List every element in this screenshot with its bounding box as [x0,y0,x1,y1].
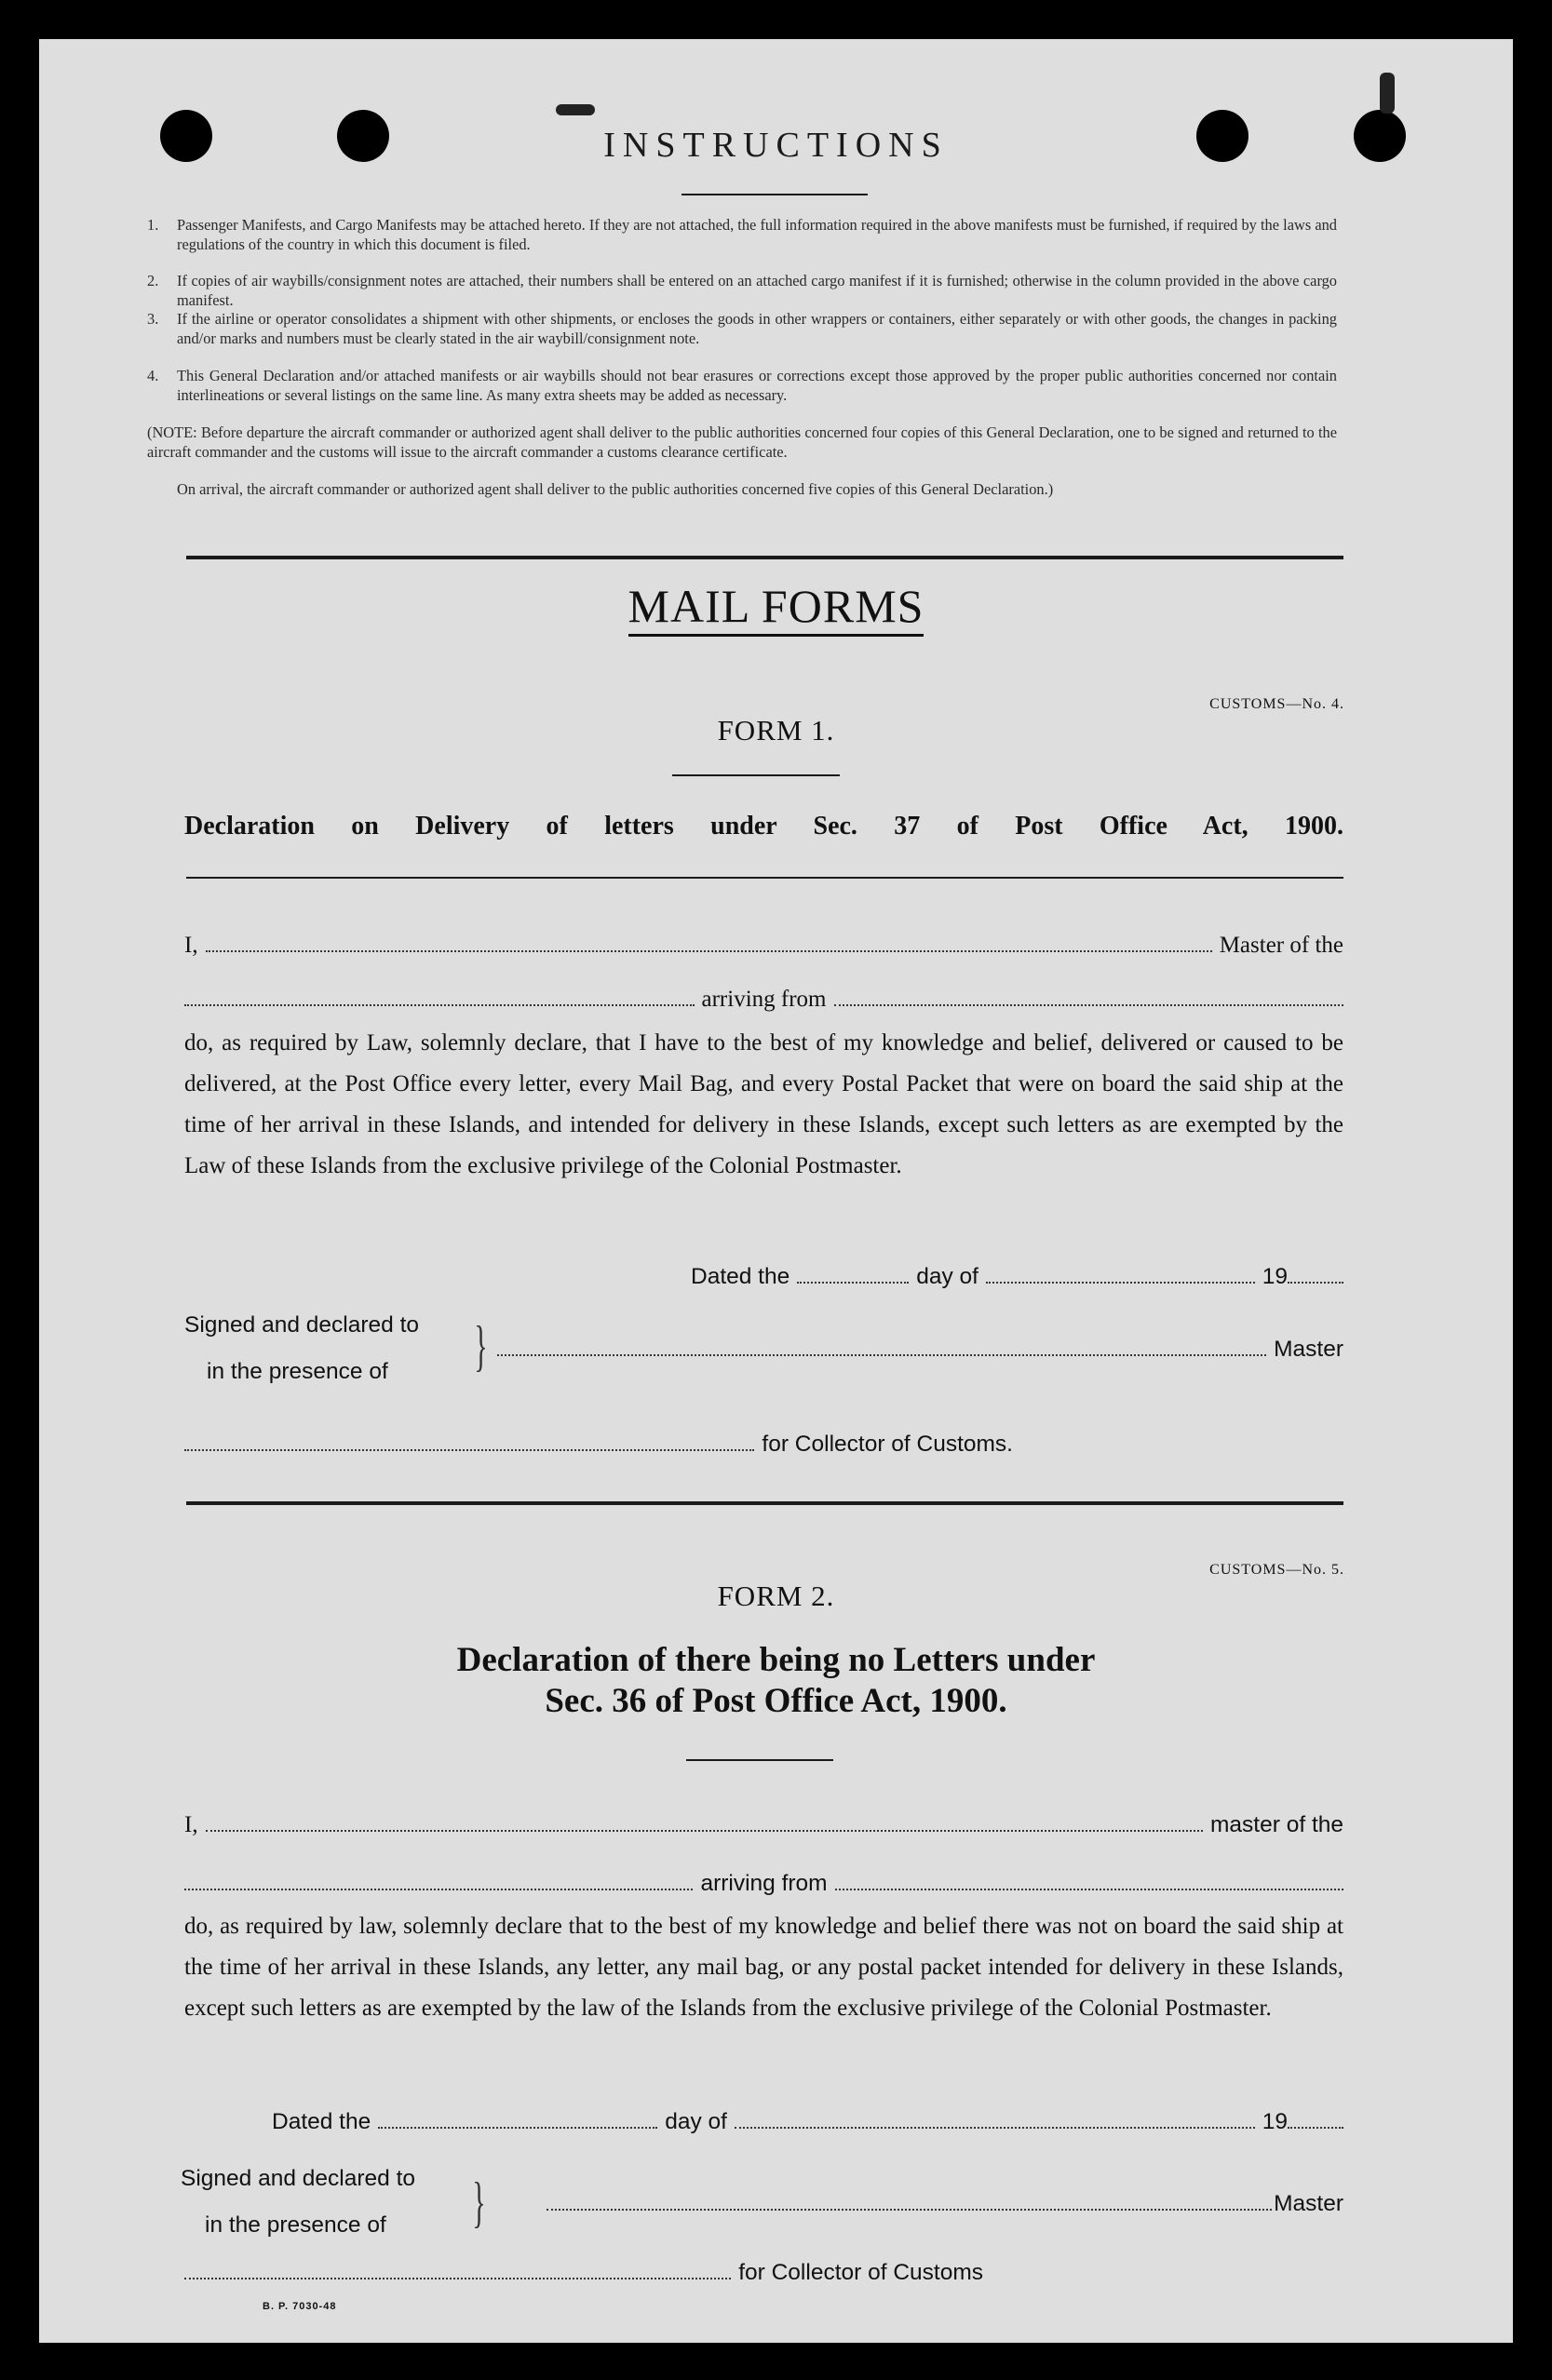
collector-signature-field[interactable] [184,2261,731,2279]
collector-line [184,2260,983,2286]
instruction-text: If copies of air waybills/consignment notes are attached, their numbers shall be entered on an attached cargo manifest if it is furnished; otherwise in the column provided in the above cargo manifest. [177,272,1337,309]
master-signature-line [497,1337,1343,1363]
master-signature-field[interactable] [497,1338,1266,1356]
date-day-field[interactable] [797,1265,909,1284]
day-of-label: day of [916,1264,978,1289]
divider [672,774,840,776]
arriving-from-label: arriving from [700,1871,828,1896]
instruction-item [147,216,1337,254]
brace-icon: } [474,1315,488,1377]
signed-label-line1: Signed and declared to [184,1312,419,1338]
instruction-note-arrival: On arrival, the aircraft commander or authorized agent shall deliver to the public authorities concerned five copies of this General Declaration.) [177,480,1054,498]
dated-the-label: Dated the [272,2109,371,2134]
master-label: Master [1274,2191,1343,2216]
form-label: FORM 2. [717,1580,835,1612]
ship-name-field[interactable] [184,1872,693,1890]
brace-icon: } [472,2172,486,2233]
mail-forms-title-text: MAIL FORMS [628,580,924,637]
declaration-title [39,1640,1513,1722]
master-label: Master [1274,1337,1343,1362]
arriving-from-label: arriving from [701,987,827,1012]
ship-name-field[interactable] [184,988,695,1006]
i-label: I, [184,933,198,958]
date-day-field[interactable] [378,2110,657,2129]
dated-line [272,2109,1343,2135]
name-line [184,933,1343,959]
instruction-text: This General Declaration and/or attached manifests or air waybills should not bear erasures or corrections except those approved by the proper public authorities concerned nor contain interlineations or several listings on the same line. As many extra sheets may be added as necessary. [177,367,1337,404]
instruction-item [147,272,1337,310]
master-name-field[interactable] [206,934,1212,952]
divider [682,194,868,195]
date-year-field[interactable] [1288,1265,1343,1284]
declaration-body: do, as required by Law, solemnly declare, that I have to the best of my knowledge and belief, delivered or caused to be delivered, at the Post Office every letter, every Mail Bag, and every Postal Packet that were on board the said ship at the time of her arrival in these Islands, and intended for delivery in these Islands, except such letters as are exempted by the Law of these Islands from the exclusive privilege of the Colonial Postmaster. [184,1030,1343,1178]
day-of-label: day of [665,2109,727,2134]
instruction-text: If the airline or operator consolidates a shipment with other shipments, or encloses the goods in other wrappers or containers, either separately or with other goods, the changes in packing and/or marks and numbers must be clearly stated in the air waybill/consignment note. [177,310,1337,347]
declaration-title-line2: Sec. 36 of Post Office Act, 1900. [545,1682,1007,1720]
customs-number: CUSTOMS—No. 5. [1209,1562,1344,1578]
date-year-field[interactable] [1288,2110,1343,2129]
signed-label-line2: in the presence of [207,1359,388,1384]
divider [186,877,1343,879]
document-page [39,39,1513,2343]
master-of-the-label: Master of the [1219,933,1343,958]
instruction-number: 4. [147,367,159,384]
date-month-field[interactable] [986,1265,1255,1284]
master-signature-field[interactable] [547,2192,1272,2211]
instruction-number: 1. [147,216,159,234]
instruction-note: (NOTE: Before departure the aircraft commander or authorized agent shall deliver to the public authorities concerned four copies of this General Declaration, one to be signed and returned to the aircraft commander and the customs will issue to the aircraft commander a customs clearance certificate. [147,424,1337,461]
for-collector-label: for Collector of Customs. [762,1432,1013,1457]
arriving-line [184,987,1343,1013]
year-prefix: 19 [1262,2109,1288,2134]
mail-forms-title [39,579,1513,633]
master-signature-line [547,2191,1343,2217]
declaration-body: do, as required by law, solemnly declare that to the best of my knowledge and belief there was not on board the said ship at the time of her arrival in these Islands, any letter, any mail bag, or any postal packet intended for delivery in these Islands, except such letters as are exempted by the law of the Islands from the exclusive privilege of the Colonial Postmaster. [184,1914,1343,2021]
year-prefix: 19 [1262,1264,1288,1289]
section-divider [186,1501,1343,1505]
instruction-number: 2. [147,272,159,289]
instruction-item [147,367,1337,405]
print-code: B. P. 7030-48 [263,2301,337,2312]
master-name-field[interactable] [206,1813,1203,1832]
ink-mark [1380,73,1395,114]
divider [686,1759,833,1761]
date-month-field[interactable] [735,2110,1255,2129]
signed-label-line1: Signed and declared to [181,2166,415,2191]
origin-field[interactable] [835,1872,1343,1890]
instructions-title: INSTRUCTIONS [603,126,949,165]
collector-signature-field[interactable] [184,1432,754,1451]
origin-field[interactable] [834,988,1344,1006]
instruction-text: Passenger Manifests, and Cargo Manifests may be attached hereto. If they are not attached, the full information required in the above manifests must be furnished, if required by the laws and regulations of the country in which this document is filed. [177,216,1337,253]
declaration-title: Declaration on Delivery of letters under Sec. 37 of Post Office Act, 1900. [184,812,1343,840]
instruction-number: 3. [147,310,159,328]
ink-mark [556,104,595,115]
arriving-line [184,1871,1343,1897]
signed-label-line2: in the presence of [205,2212,386,2238]
name-line [184,1812,1343,1838]
customs-number: CUSTOMS—No. 4. [1209,696,1344,712]
dated-line [691,1264,1343,1290]
for-collector-label: for Collector of Customs [738,2260,983,2285]
section-divider [186,556,1343,559]
instruction-item [147,310,1337,348]
collector-line [184,1432,1013,1458]
declaration-title-line1: Declaration of there being no Letters under [456,1641,1096,1679]
i-label: I, [184,1812,198,1837]
form-label: FORM 1. [717,714,835,746]
dated-the-label: Dated the [691,1264,790,1289]
master-of-the-label: master of the [1210,1812,1343,1837]
